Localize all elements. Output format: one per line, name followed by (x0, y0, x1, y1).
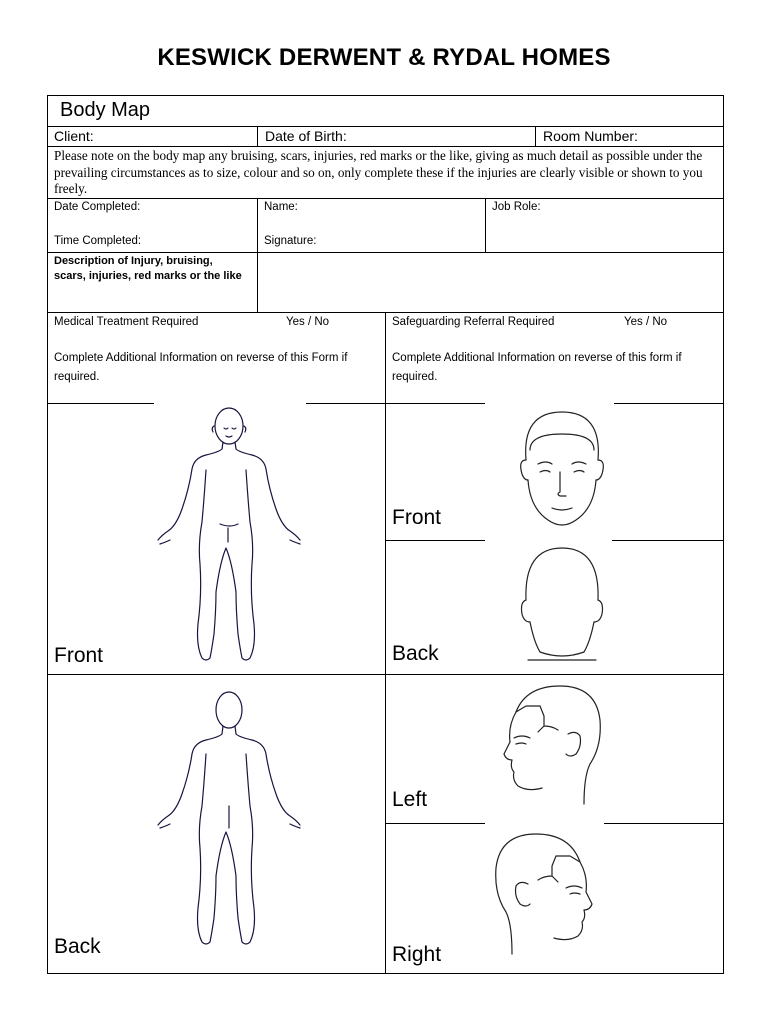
head-front-figure (512, 408, 612, 536)
document-title: KESWICK DERWENT & RYDAL HOMES (157, 44, 611, 71)
name-label: Name: (264, 201, 298, 213)
head-back-figure (512, 544, 612, 668)
safeguarding-yes-no[interactable]: Yes / No (624, 316, 668, 328)
room-number-label: Room Number: (543, 128, 638, 144)
body-map-heading: Body Map (60, 99, 151, 121)
body-back-figure (150, 690, 310, 956)
time-completed-label: Time Completed: (54, 235, 142, 247)
job-role-label: Job Role: (492, 201, 541, 213)
description-label: Description of Injury, bruising, scars, injuries, red marks or the like (54, 255, 242, 282)
head-left-figure (496, 682, 606, 806)
head-back-label: Back (392, 642, 439, 665)
signature-label: Signature: (264, 235, 317, 247)
medical-note: Complete Additional Information on reverse of this Form if required. (54, 352, 348, 383)
date-completed-label: Date Completed: (54, 201, 141, 213)
instructions-text: Please note on the body map any bruising, scars, injuries, red marks or the like, giving as much detail as possible under the prevailing circumstances as to size, colour and so on, only complete these if the injuries are clearly visible or shown to you freely. (54, 148, 703, 196)
dob-label: Date of Birth: (265, 128, 347, 144)
body-front-figure (150, 404, 310, 668)
medical-yes-no[interactable]: Yes / No (286, 316, 330, 328)
safeguarding-label: Safeguarding Referral Required (392, 316, 555, 328)
safeguarding-note: Complete Additional Information on reverse of this form if required. (392, 352, 682, 383)
medical-treatment-label: Medical Treatment Required (54, 316, 199, 328)
client-label: Client: (54, 128, 94, 144)
head-left-label: Left (392, 788, 428, 811)
body-back-label: Back (54, 935, 101, 958)
body-front-label: Front (54, 644, 104, 667)
head-front-label: Front (392, 506, 442, 529)
head-right-label: Right (392, 943, 442, 966)
head-right-figure (490, 828, 600, 958)
